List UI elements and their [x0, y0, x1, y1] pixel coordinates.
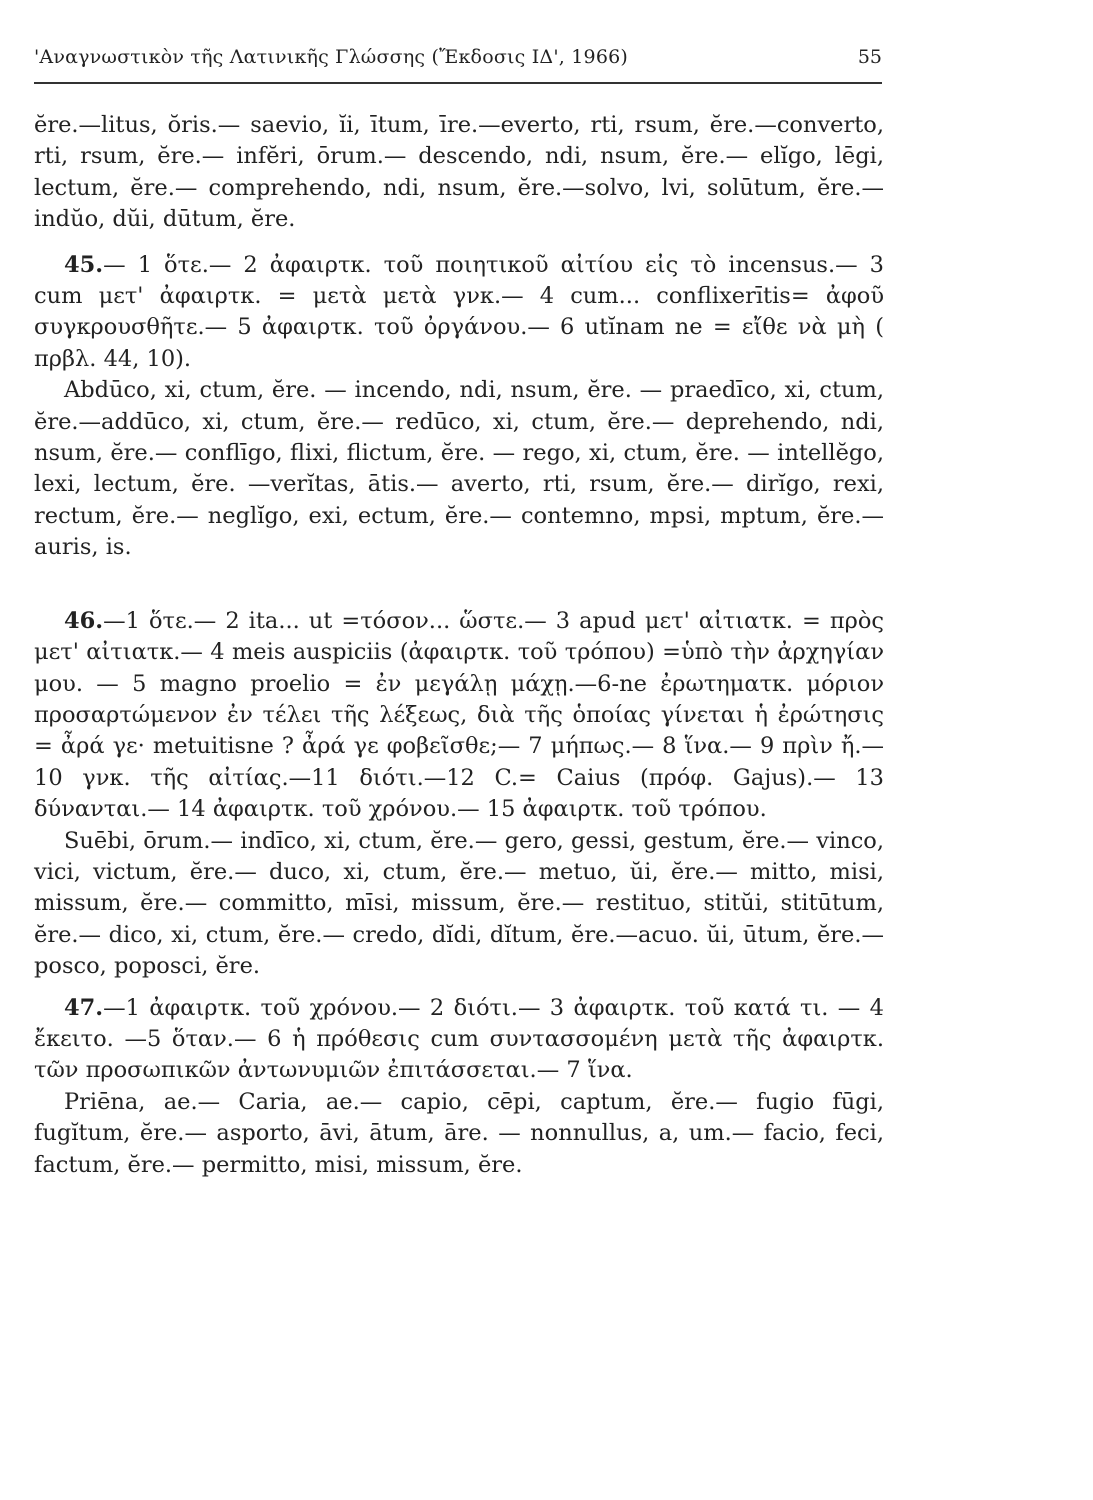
paragraph-text: Priēna, ae.— Caria, ae.— capio, cēpi, captum, ĕre.— fugio fūgi, fugĭtum, ĕre.— asporto, āvi, ātum, āre. — nonnullus, a, um.— facio, feci, factum, ĕre.— permitto, misi, missum, ĕre. [34, 1088, 884, 1178]
paragraph-text: Suēbi, ōrum.— indīco, xi, ctum, ĕre.— gero, gessi, gestum, ĕre.— vinco, vici, victum, ĕre.— duco, xi, ctum, ĕre.— metuo, ŭi, ĕre.— mitto, misi, missum, ĕre.— committo, mīsi, missum, ĕre.— restituo, stitŭi, stitūtum, ĕre.— dico, xi, ctum, ĕre.— credo, dĭdi, dĭtum, ĕre.—acuo. ŭi, ūtum, ĕre.— posco, poposci, ĕre. [34, 827, 884, 980]
paragraph-text: ĕre.—litus, ŏris.— saevio, ĭi, ītum, īre.—everto, rti, rsum, ĕre.—converto, rti, rsum, ĕre.— infĕri, ōrum.— descendo, ndi, nsum, ĕre.— elĭgo, lēgi, lectum, ĕre.— comprehendo, ndi, nsum, ĕre.—solvo, lvi, solūtum, ĕre.— indŭo, dŭi, dūtum, ĕre. [34, 112, 884, 233]
paragraph-text: —1 ὅτε.— 2 ita... ut =τόσον... ὥστε.— 3 apud μετ' αἰτιατκ. = πρὸς μετ' αἰτιατκ.— 4 meis auspiciis (ἀφαιρτκ. τοῦ τρόπου) =ὑπὸ τὴν ἀρχηγίαν μου. — 5 magno proelio = ἐν μεγάλῃ μάχῃ.—6-ne ἐρωτηματκ. μόριον προσαρτώμενον ἐν τέλει τῆς λέξεως, διὰ τῆς ὁποίας γίνεται ἡ ἐρώτησις = ἆρά γε· metuitisne ? ἆρά γε φοβεῖσθε;— 7 μήπως.— 8 ἵνα.— 9 πρὶν ἤ.— 10 γνκ. τῆς αἰτίας.—11 διότι.—12 C.= Caius (πρόφ. Gajus).— 13 δύνανται.— 14 ἀφαιρτκ. τοῦ χρόνου.— 15 ἀφαιρτκ. τοῦ τρόπου. [34, 607, 884, 823]
section-number: 46. [64, 607, 104, 634]
page-body [34, 110, 884, 1181]
notes-paragraph-46 [34, 606, 884, 826]
running-header [34, 42, 882, 84]
section-number: 47. [64, 994, 104, 1021]
paragraph-text: Abdūco, xi, ctum, ĕre. — incendo, ndi, nsum, ĕre. — praedīco, xi, ctum, ĕre.—addūco, xi, ctum, ĕre.— redūco, xi, ctum, ĕre.— deprehendo, ndi, nsum, ĕre.— conflīgo, flixi, flictum, ĕre. — rego, xi, ctum, ĕre. — intellĕgo, lexi, lectum, ĕre. —verĭtas, ātis.— averto, rti, rsum, ĕre.— dirĭgo, rexi, rectum, ĕre.— neglĭgo, exi, ectum, ĕre.— contemno, mpsi, mptum, ĕre.—auris, is. [34, 377, 884, 561]
notes-paragraph-47 [34, 993, 884, 1087]
notes-paragraph-45 [34, 250, 884, 376]
vocab-paragraph-46 [34, 826, 884, 983]
paragraph-text: —1 ἀφαιρτκ. τοῦ χρόνου.— 2 διότι.— 3 ἀφαιρτκ. τοῦ κατά τι. — 4 ἔκειτο. —5 ὅταν.— 6 ἡ πρόθεσις cum συντασσομένη μετὰ τῆς ἀφαιρτκ. τῶν προσωπικῶν ἀντωνυμιῶν ἐπιτάσσεται.— 7 ἵνα. [34, 994, 884, 1084]
book-title: 'Αναγνωστικὸν τῆς Λατινικῆς Γλώσσης (Ἔκδοσις ΙΔ', 1966) [34, 46, 629, 68]
vocab-paragraph-45 [34, 375, 884, 563]
paragraph-text: — 1 ὅτε.— 2 ἀφαιρτκ. τοῦ ποιητικοῦ αἰτίου εἰς τὸ incensus.— 3 cum μετ' ἀφαιρτκ. = μετὰ μετὰ γνκ.— 4 cum... conflixerītis= ἀφοῦ συγκρουσθῆτε.— 5 ἀφαιρτκ. τοῦ ὀργάνου.— 6 utĭnam ne = εἴθε νὰ μὴ ( πρβλ. 44, 10). [34, 251, 884, 372]
page-number: 55 [857, 46, 882, 68]
vocab-paragraph-44-end [34, 110, 884, 236]
section-number: 45. [64, 251, 104, 278]
vocab-paragraph-47 [34, 1087, 884, 1181]
